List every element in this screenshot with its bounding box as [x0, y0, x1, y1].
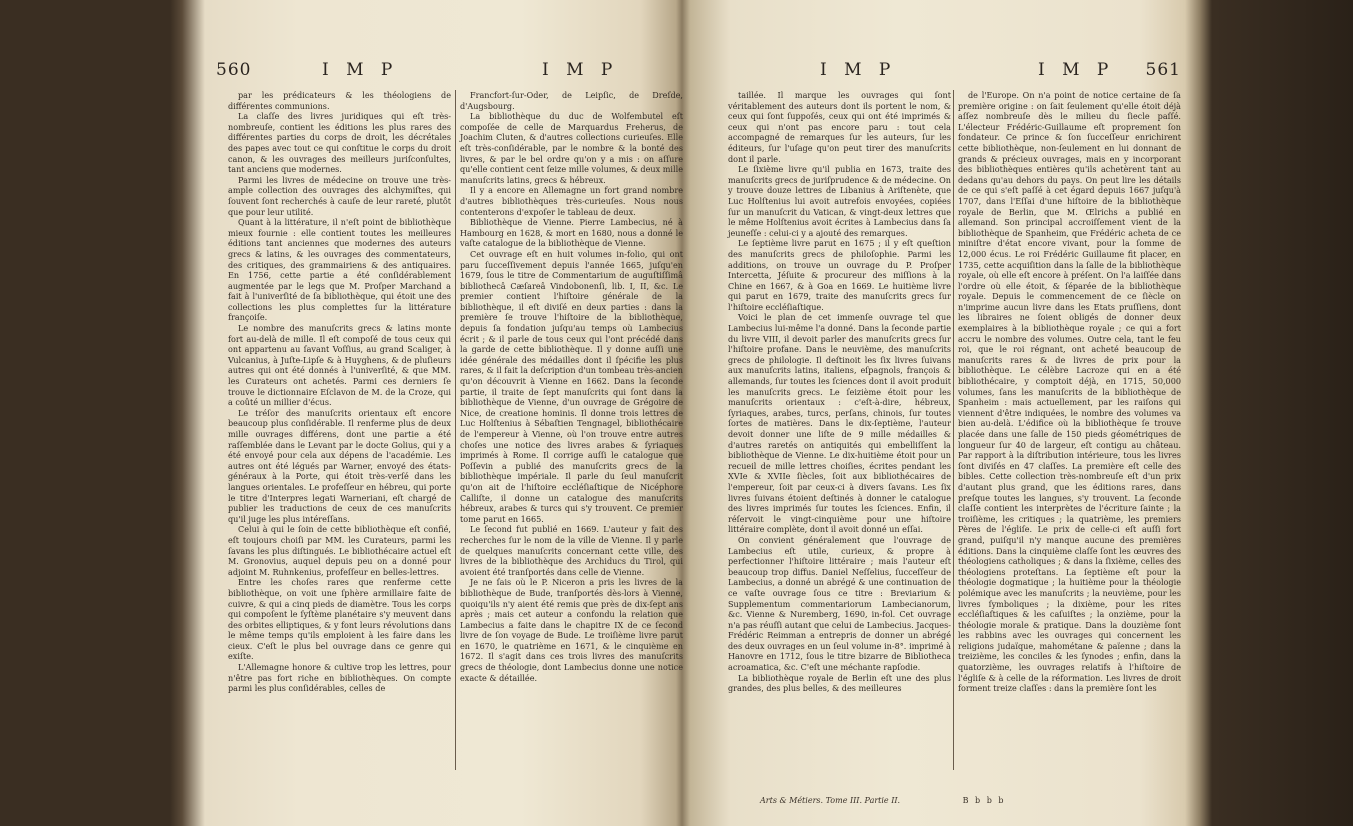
- paragraph: de l'Europe. On n'a point de notice certaine de ſa première origine : on ſait ſeulement qu'elle étoit déjà aſſez nombreuſe dès le milieu du ſiecle paſſé. L'électeur Frédéric-Guillaume eſt proprement ſon fondateur. Ce prince & ſon ſucceſſeur enrichirent cette bibliothèque, non-ſeulement en lui donnant de grands & précieux ouvrages, mais en y incorporant des bibliothèques entières qu'ils achetèrent tant au dedans qu'au dehors du pays. On peut lire les détails de ce qui s'eſt paſſé à cet égard depuis 1667 juſqu'à 1707, dans l'Eſſai d'une hiſtoire de la bibliothèque royale de Berlin, que M. Œlrichs a publié en allemand. Son principal accroiſſement vient de la bibliothèque de Spanheim, que Frédéric acheta de ce miniſtre d'état encore vivant, pour la ſomme de 12,000 écus. Le roi Frédéric Guillaume fit placer, en 1735, cette acquiſition dans la ſalle de la bibliothèque royale, où elle eſt encore à préſent. On l'a laiſſée dans l'ordre où elle étoit, & ſéparée de la bibliothèque royale. Depuis le commencement de ce ſiècle on n'imprime aucun livre dans les Etats pruſſiens, dont les libraires ne ſoient obligés de donner deux exemplaires à la bibliothèque royale ; ce qui a fort accru le nombre des volumes. Outre cela, tant le feu roi, que le roi régnant, ont acheté beaucoup de manuſcrits rares & de livres de prix pour la bibliothèque. Le célèbre Lacroze qui en a été bibliothécaire, y comptoit déjà, en 1715, 50,000 volumes, ſans les manuſcrits de la bibliothèque de Spanheim : mais actuellement, par les raiſons qui viennent d'être indiquées, le nombre des volumes va bien au-delà. L'édifice où la bibliothèque ſe trouve placée dans une ſalle de 150 pieds géométriques de longueur ſur 40 de largeur, eſt contigu au château. Par rapport à la diſtribution intérieure, tous les livres ſont diviſés en 47 claſſes. La première eſt celle des bibles. Cette collection très-nombreuſe eſt d'un prix d'autant plus grand, que les éditions rares, dans preſque toutes les langues, s'y trouvent. La ſeconde claſſe contient les interprètes de l'écriture ſainte ; la troiſième, les critiques ; la quatrième, les premiers Pères de l'égliſe. Le prix de celle-ci eſt auſſi fort grand, puiſqu'il n'y manque aucune des premières éditions. Dans la cinquième claſſe ſont les œuvres des théologiens catholiques ; & dans la ſixième, celles des théologiens proteſtans. La ſeptième eſt pour la théologie dogmatique ; la huitième pour la théologie polémique avec les manuſcrits ; la neuvième, pour les livres ſymboliques ; la dixième, pour les rites eccléſiaſtiques & les caſuiſtes ; la onzième, pour la théologie morale & pratique. Dans la douzième ſont les rabbins avec les ouvrages qui concernent les religions judaïque, mahométane & païenne ; dans la treizième, les conciles & les ſynodes ; enfin, dans la quatorzième, les ouvrages relatifs à l'hiſtoire de l'égliſe & à celle de la réformation. Les livres de droit forment treize claſſes : dans la première ſont les: [958, 90, 1181, 694]
- left-running-head-title-2: I M P: [542, 60, 619, 80]
- left-column-1: [228, 90, 451, 694]
- signature-mark: B b b b: [962, 796, 1006, 805]
- paragraph: Le ſecond fut publié en 1669. L'auteur y fait des recherches ſur le nom de la ville de Vienne. Il y parle de quelques manuſcrits concernant cette ville, des livres de la bibliothèque des Archiducs du Tirol, qui avoient été tranſportés dans celle de Vienne.: [460, 524, 683, 577]
- paragraph: Le ſixième livre qu'il publia en 1673, traite des manuſcrits grecs de juriſprudence & de médecine. On y trouve douze lettres de Libanius à Ariſtenète, que Luc Holſtenius lui avoit autrefois envoyées, copiées ſur un manuſcrit du Vatican, & vingt-deux lettres que le même Holſtenius avoit écrites à Lambecius dans ſa jeuneſſe : celui-ci y a ajouté des remarques.: [728, 164, 951, 238]
- left-running-head-title: I M P: [322, 60, 399, 80]
- paragraph: taillée. Il marque les ouvrages qui ſont véritablement des auteurs dont ils portent le nom, & ceux qui ſont ſuppoſés, ceux qui ont été imprimés & ceux qui n'ont pas encore paru : tout cela accompagné de remarques ſur les auteurs, ſur les éditeurs, ſur l'uſage qu'on peut tirer des manuſcrits dont il parle.: [728, 90, 951, 164]
- paragraph: L'Allemagne honore & cultive trop les lettres, pour n'être pas fort riche en bibliothèques. On compte parmi les plus conſidérables, celles de: [228, 662, 451, 694]
- paragraph: Quant à la littérature, il n'eſt point de bibliothèque mieux fournie : elle contient toutes les meilleures éditions tant anciennes que modernes des auteurs grecs & latins, & les ouvrages des commentateurs, des critiques, des grammairiens & des antiquaires. En 1756, cette partie a été conſidérablement augmentée par le legs que M. Proſper Marchand a fait à l'univerſité de ſa bibliothèque, qui étoit une des collections les plus complettes ſur la littérature françoiſe.: [228, 217, 451, 323]
- left-running-head: [212, 60, 682, 84]
- paragraph: Le ſeptième livre parut en 1675 ; il y eſt queſtion des manuſcrits grecs de philoſophie. Parmi les additions, on trouve un ouvrage du P. Proſper Intercetta, Jéſuite & procureur des miſſions à la Chine en 1667, & à Goa en 1669. Le huitième livre qui parut en 1679, traite des manuſcrits grecs ſur l'hiſtoire eccléſiaſtique.: [728, 238, 951, 312]
- paragraph: Francfort-ſur-Oder, de Leipſic, de Dreſde, d'Augsbourg.: [460, 90, 683, 111]
- paragraph: Le nombre des manuſcrits grecs & latins monte fort au-delà de mille. Il eſt compoſé de tous ceux qui ont appartenu au ſavant Voſſius, au grand Scaliger, à Vulcanius, à Juſte-Lipſe & à Huyghens, & de pluſieurs autres qui ont été donnés à l'univerſité, & que MM. les Curateurs ont achetés. Parmi ces derniers ſe trouve le dictionnaire Eſclavon de M. de la Croze, qui a coûté un millier d'écus.: [228, 323, 451, 408]
- column-divider: [455, 90, 456, 770]
- paragraph: La claſſe des livres juridiques qui eſt très-nombreuſe, contient les éditions les plus rares des différentes parties du corps de droit, les décrétales des papes avec tout ce qui conſtitue le corps du droit canon, & les ouvrages des meilleurs juriſconſultes, tant anciens que modernes.: [228, 111, 451, 175]
- paragraph: Celui à qui le ſoin de cette bibliothèque eſt confié, eſt toujours choiſi par MM. les Curateurs, parmi les ſavans les plus diſtingués. Le bibliothécaire actuel eſt M. Gronovius, auquel depuis peu on a donné pour adjoint M. Ruhnkenius, profeſſeur en belles-lettres.: [228, 524, 451, 577]
- right-column-1: [728, 90, 951, 694]
- footer-volume-label: Arts & Métiers. Tome III. Partie II.: [760, 796, 901, 805]
- paragraph: Parmi les livres de médecine on trouve une très-ample collection des ouvrages des alchymiſtes, qui ſouvent ſont recherchés à cauſe de leur rareté, plutôt que pour leur utilité.: [228, 174, 451, 217]
- paragraph: Je ne ſais où le P. Niceron a pris les livres de la bibliothèque de Bude, tranſportés dès-lors à Vienne, quoiqu'ils n'y aient été remis que près de dix-ſept ans après ; mais cet auteur a confondu la relation que Lambecius a faite dans le chapitre IX de ce ſecond livre de ſon voyage de Bude. Le troiſième livre parut en 1670, le quatrième en 1671, & le cinquième en 1672. Il s'agit dans ces trois livres des manuſcrits grecs de théologie, dont Lambecius donne une notice exacte & détaillée.: [460, 577, 683, 683]
- right-running-head-title: I M P: [820, 60, 897, 80]
- paragraph: Voici le plan de cet immenſe ouvrage tel que Lambecius lui-même l'a donné. Dans la ſeconde partie du livre VIII, il devoit parler des manuſcrits grecs ſur l'hiſtoire profane. Dans le neuvième, des manuſcrits grecs de philologie. Il deſtinoit les ſix livres ſuivans aux manuſcrits latins, italiens, eſpagnols, françois & allemands, ſur toutes les ſciences dont il avoit produit les manuſcrits grecs. Le ſeizième étoit pour les manuſcrits orientaux : c'eſt-à-dire, hébreux, ſyriaques, arabes, turcs, perſans, chinois, ſur toutes ſortes de matières. Dans le dix-ſeptième, l'auteur devoit donner une liſte de 9 mille médailles & d'autres raretés on antiquités qui embelliſſent la bibliothèque de Vienne. Le dix-huitième étoit pour un recueil de mille lettres choiſies, écrites pendant les XVIe & XVIIe ſiècles, ſoit aux bibliothécaires de l'empereur, ſoit par ceux-ci à divers ſavans. Les ſix livres ſuivans étoient deſtinés à donner le catalogue des livres imprimés ſur toutes les ſciences. Enfin, il réſervoit le vingt-cinquième pour une hiſtoire littéraire complète, dont il avoit donné un eſſai.: [728, 312, 951, 535]
- paragraph: Cet ouvrage eſt en huit volumes in-folio, qui ont paru ſucceſſivement depuis l'année 1665, juſqu'en 1679, ſous le titre de Commentarium de auguſtiſſimâ bibliothecâ Cæſareâ Vindobonenſi, lib. I, II, &c. Le premier contient l'hiſtoire générale de la bibliothèque, il eſt diviſé en deux parties : dans la première ſe trouve l'hiſtoire de la bibliothèque, depuis ſa fondation juſqu'au temps où Lambecius écrit ; & il parle de tous ceux qui l'ont précédé dans la garde de cette bibliothèque. Il y donne auſſi une idée générale des médailles dont il ſpécifie les plus rares, & il fait la deſcription d'un tombeau très-ancien qu'on découvrit à Vienne en 1662. Dans la ſeconde partie, il traite de ſept manuſcrits qui ſont dans la bibliothèque de Vienne, d'un ouvrage de Grégoire de Nice, de creatione hominis. Il donne trois lettres de Luc Holſtenius à Sébaſtien Tengnagel, bibliothécaire de l'empereur à Vienne, où l'on trouve entre autres choſes une notice des livres arabes & ſyriaques imprimés à Rome. Il corrige auſſi le catalogue que Poſſevin a publié des manuſcrits grecs de la bibliothèque impériale. Il parle du ſeul manuſcrit qu'on ait de l'hiſtoire eccléſiaſtique de Nicéphore Calliſte, il donne un catalogue des manuſcrits hébreux, arabes & turcs qui s'y trouvent. Ce premier tome parut en 1665.: [460, 248, 683, 524]
- paragraph: La bibliothèque royale de Berlin eſt une des plus grandes, des plus belles, & des meilleures: [728, 672, 951, 694]
- paragraph: Entre les choſes rares que renferme cette bibliothèque, on voit une ſphère armillaire faite de cuivre, & qui a cinq pieds de diamètre. Tous les corps qui compoſent le ſyſtème planétaire s'y meuvent dans des orbites elliptiques, & y font leurs révolutions dans le même temps qu'ils emploient à les faire dans les cieux. C'eſt le plus bel ouvrage dans ce genre qui exiſte.: [228, 577, 451, 662]
- page-footer: [760, 796, 1006, 805]
- paragraph: La bibliothèque du duc de Wolfembutel eſt compoſée de celle de Marquardus Freherus, de Joachim Cluten, & d'autres collections curieuſes. Elle eſt très-conſidérable, par le nombre & la bonté des livres, & par le bel ordre qu'on y a mis : on aſſure qu'elle contient cent ſeize mille volumes, & deux mille manuſcrits latins, grecs & hébreux.: [460, 111, 683, 185]
- paragraph: Bibliothèque de Vienne. Pierre Lambecius, né à Hambourg en 1628, & mort en 1680, nous a donné le vaſte catalogue de la bibliothèque de Vienne.: [460, 217, 683, 249]
- right-page-number: 561: [1145, 60, 1181, 80]
- right-running-head-title-2: I M P: [1038, 60, 1115, 80]
- paragraph: par les prédicateurs & les théologiens de différentes communions.: [228, 90, 451, 111]
- column-divider: [953, 90, 954, 770]
- paragraph: On convient généralement que l'ouvrage de Lambecius eſt utile, curieux, & propre à perfectionner l'hiſtoire littéraire ; mais l'auteur eſt beaucoup trop diffus. Daniel Neſſelius, ſucceſſeur de Lambecius, a donné un abrégé & une continuation de ce vaſte ouvrage ſous ce titre : Breviarium & Supplementum commentariorum Lambecianorum, &c. Vienne & Nuremberg, 1690, in-fol. Cet ouvrage n'a pas réuſſi autant que celui de Lambecius. Jacques-Frédéric Reimman a entrepris de donner un abrégé des deux ouvrages en un ſeul volume in-8°. imprimé à Hanovre en 1712, ſous le titre bizarre de Bibliotheca acroamatica, &c. C'eſt une méchante rapſodie.: [728, 534, 951, 673]
- right-column-2: [958, 90, 1181, 694]
- left-column-2: [460, 90, 683, 683]
- right-running-head: [720, 60, 1185, 84]
- paragraph: Le tréſor des manuſcrits orientaux eſt encore beaucoup plus conſidérable. Il renferme plus de deux mille ouvrages différens, dont une partie a été raſſemblée dans le Levant par le docte Golius, qui y a été envoyé pour cela aux dépens de l'académie. Les autres ont été légués par Warner, envoyé des états-généraux à la Porte, qui étoit très-verſé dans les langues orientales. Le profeſſeur en hébreu, qui porte le titre d'Interpres legati Warneriani, eſt chargé de publier les traductions de ceux de ces manuſcrits qu'il juge les plus intéreſſans.: [228, 407, 451, 524]
- left-page-number: 560: [216, 60, 252, 80]
- paragraph: Il y a encore en Allemagne un fort grand nombre d'autres bibliothèques très-curieuſes. Nous nous contenterons d'expoſer le tableau de deux.: [460, 185, 683, 217]
